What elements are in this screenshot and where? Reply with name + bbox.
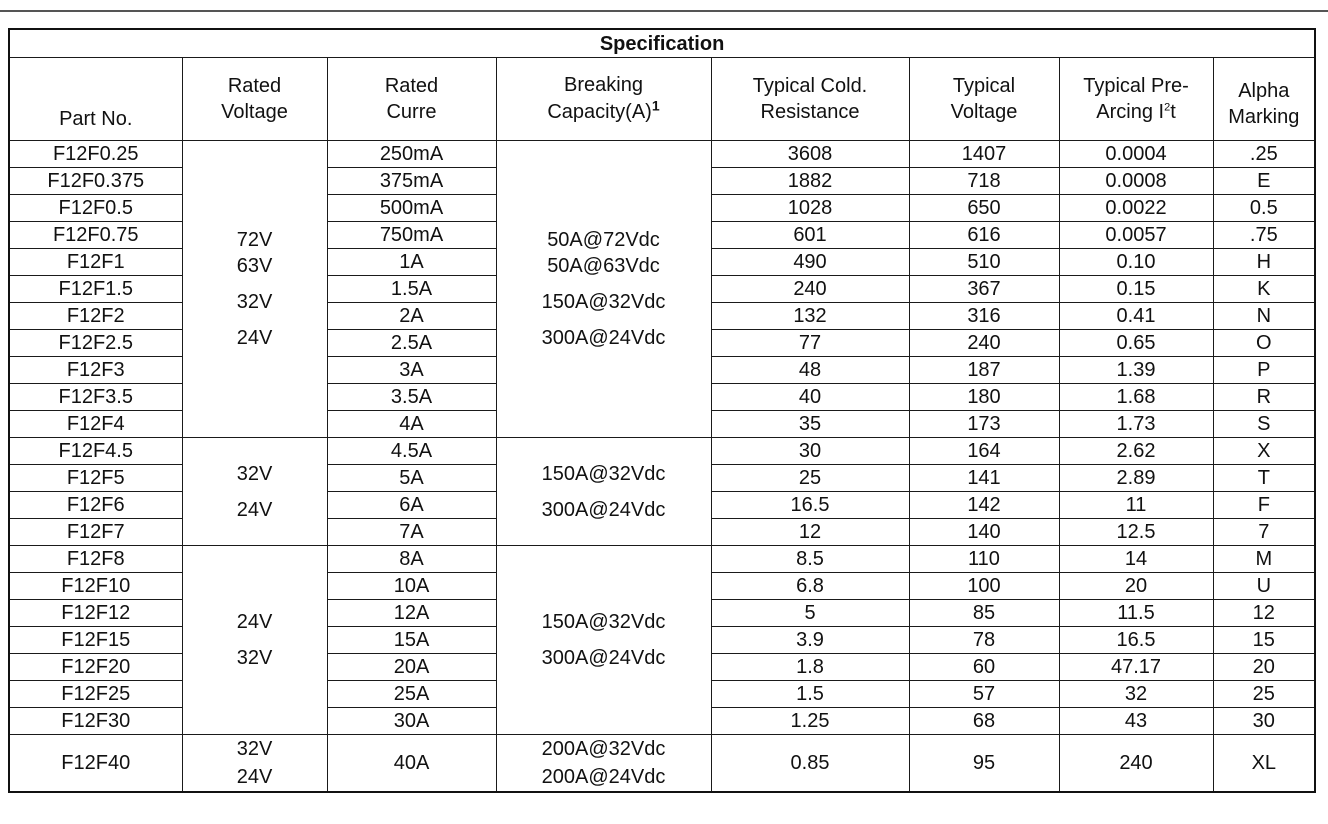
- cell-marking: M: [1213, 546, 1315, 573]
- cell-i2t: 0.0008: [1059, 168, 1213, 195]
- group-rated_voltage-line: 24V: [236, 327, 273, 349]
- table-row: [9, 438, 1315, 465]
- cell-resistance: 77: [711, 330, 909, 357]
- cell-i2t: 0.0057: [1059, 222, 1213, 249]
- cell-current: 375mA: [327, 168, 496, 195]
- cell-voltage: 60: [909, 654, 1059, 681]
- footnote-marker: 1: [651, 97, 660, 114]
- cell-part: F12F0.25: [9, 141, 182, 168]
- header-cold-resistance-l1: Typical Cold.: [752, 75, 868, 97]
- group-rated_voltage-line: 32V: [236, 647, 273, 669]
- cell-part: F12F0.75: [9, 222, 182, 249]
- group-breaking_capacity-line: 300A@24Vdc: [541, 327, 666, 349]
- cell-resistance: 1.25: [711, 708, 909, 735]
- cell-resistance: 601: [711, 222, 909, 249]
- header-typical-voltage: [909, 58, 1059, 141]
- cell-part: F12F0.5: [9, 195, 182, 222]
- cell-current: 500mA: [327, 195, 496, 222]
- cell-i2t: 14: [1059, 546, 1213, 573]
- cell-voltage: 367: [909, 276, 1059, 303]
- cell-current: 3.5A: [327, 384, 496, 411]
- cell-part: F12F40: [9, 735, 182, 793]
- table-body: [9, 141, 1315, 793]
- cell-i2t: 20: [1059, 573, 1213, 600]
- cell-current: 10A: [327, 573, 496, 600]
- group-breaking_capacity-line: 200A@32Vdc: [541, 738, 666, 760]
- table-title: Specification: [9, 29, 1315, 58]
- cell-i2t: 43: [1059, 708, 1213, 735]
- cell-voltage: 316: [909, 303, 1059, 330]
- group-rated_voltage-line: 32V: [236, 291, 273, 313]
- cell-voltage: 142: [909, 492, 1059, 519]
- cell-resistance: 3.9: [711, 627, 909, 654]
- header-rated-current: [327, 58, 496, 141]
- cell-part: F12F6: [9, 492, 182, 519]
- cell-marking: X: [1213, 438, 1315, 465]
- header-part-no-text: Part No.: [59, 108, 133, 130]
- header-i2t-l2b: t: [1170, 101, 1176, 123]
- cell-resistance: 1.5: [711, 681, 909, 708]
- group-rated_voltage-line: 24V: [236, 498, 273, 521]
- specification-table: [8, 28, 1316, 793]
- header-breaking-capacity-l1: Breaking: [564, 74, 643, 96]
- cell-part: F12F12: [9, 600, 182, 627]
- table-row: [9, 546, 1315, 573]
- group-rated_voltage-line: 72V: [236, 229, 273, 251]
- cell-part: F12F7: [9, 519, 182, 546]
- cell-marking: 0.5: [1213, 195, 1315, 222]
- cell-current: 2A: [327, 303, 496, 330]
- cell-voltage: 140: [909, 519, 1059, 546]
- cell-part: F12F10: [9, 573, 182, 600]
- cell-resistance: 35: [711, 411, 909, 438]
- cell-part: F12F5: [9, 465, 182, 492]
- cell-part: F12F25: [9, 681, 182, 708]
- cell-i2t: 11: [1059, 492, 1213, 519]
- cell-voltage: 173: [909, 411, 1059, 438]
- cell-part: F12F1.5: [9, 276, 182, 303]
- cell-part: F12F4.5: [9, 438, 182, 465]
- cell-i2t: 0.15: [1059, 276, 1213, 303]
- header-rated-current-l1: Rated: [384, 75, 439, 97]
- cell-group-breaking_capacity: [496, 141, 711, 438]
- cell-i2t: 1.73: [1059, 411, 1213, 438]
- cell-i2t: 1.39: [1059, 357, 1213, 384]
- cell-i2t: 240: [1059, 735, 1213, 793]
- cell-part: F12F4: [9, 411, 182, 438]
- cell-voltage: 616: [909, 222, 1059, 249]
- cell-resistance: 240: [711, 276, 909, 303]
- header-rated-voltage-l1: Rated: [227, 75, 282, 97]
- cell-marking: 15: [1213, 627, 1315, 654]
- cell-current: 6A: [327, 492, 496, 519]
- group-breaking_capacity-line: 150A@32Vdc: [541, 611, 666, 633]
- cell-resistance: 12: [711, 519, 909, 546]
- cell-group-breaking_capacity: [496, 546, 711, 735]
- cell-voltage: 95: [909, 735, 1059, 793]
- cell-current: 750mA: [327, 222, 496, 249]
- cell-voltage: 68: [909, 708, 1059, 735]
- cell-group-rated_voltage: [182, 141, 327, 438]
- cell-resistance: 1882: [711, 168, 909, 195]
- group-rated_voltage-line: 63V: [236, 255, 273, 277]
- header-alpha-marking-l1: Alpha: [1238, 80, 1290, 102]
- cell-marking: 20: [1213, 654, 1315, 681]
- cell-marking: H: [1213, 249, 1315, 276]
- group-rated_voltage-line: 32V: [236, 462, 273, 485]
- cell-i2t: 0.65: [1059, 330, 1213, 357]
- cell-resistance: 30: [711, 438, 909, 465]
- cell-marking: T: [1213, 465, 1315, 492]
- cell-voltage: 187: [909, 357, 1059, 384]
- cell-voltage: 78: [909, 627, 1059, 654]
- header-part-no: [9, 58, 182, 141]
- cell-group-breaking_capacity: [496, 735, 711, 793]
- header-breaking-capacity: [496, 58, 711, 141]
- header-typical-voltage-l1: Typical: [952, 75, 1016, 97]
- cell-voltage: 141: [909, 465, 1059, 492]
- group-breaking_capacity-line: 300A@24Vdc: [541, 498, 666, 521]
- group-breaking_capacity-line: 200A@24Vdc: [541, 766, 666, 788]
- header-cold-resistance-l2: Resistance: [760, 101, 860, 123]
- cell-part: F12F30: [9, 708, 182, 735]
- cell-marking: XL: [1213, 735, 1315, 793]
- cell-resistance: 25: [711, 465, 909, 492]
- cell-current: 30A: [327, 708, 496, 735]
- cell-resistance: 16.5: [711, 492, 909, 519]
- cell-resistance: 5: [711, 600, 909, 627]
- cell-voltage: 110: [909, 546, 1059, 573]
- cell-group-rated_voltage: [182, 546, 327, 735]
- cell-current: 20A: [327, 654, 496, 681]
- cell-voltage: 650: [909, 195, 1059, 222]
- cell-part: F12F20: [9, 654, 182, 681]
- cell-i2t: 2.89: [1059, 465, 1213, 492]
- cell-resistance: 3608: [711, 141, 909, 168]
- group-breaking_capacity-line: 150A@32Vdc: [541, 291, 666, 313]
- cell-resistance: 1.8: [711, 654, 909, 681]
- cell-part: F12F3: [9, 357, 182, 384]
- header-breaking-capacity-l2: Capacity(A): [547, 101, 652, 123]
- group-breaking_capacity-line: 50A@72Vdc: [547, 229, 660, 251]
- group-rated_voltage-line: 32V: [236, 738, 273, 760]
- cell-part: F12F3.5: [9, 384, 182, 411]
- cell-i2t: 12.5: [1059, 519, 1213, 546]
- cell-marking: .75: [1213, 222, 1315, 249]
- header-i2t-l1: Typical Pre-: [1083, 75, 1189, 97]
- cell-resistance: 40: [711, 384, 909, 411]
- header-alpha-marking-l2: Marking: [1228, 106, 1300, 128]
- cell-i2t: 47.17: [1059, 654, 1213, 681]
- cell-marking: P: [1213, 357, 1315, 384]
- cell-resistance: 490: [711, 249, 909, 276]
- cell-resistance: 8.5: [711, 546, 909, 573]
- cell-i2t: 2.62: [1059, 438, 1213, 465]
- cell-part: F12F15: [9, 627, 182, 654]
- cell-i2t: 1.68: [1059, 384, 1213, 411]
- cell-marking: 30: [1213, 708, 1315, 735]
- cell-part: F12F2: [9, 303, 182, 330]
- cell-voltage: 240: [909, 330, 1059, 357]
- header-rated-voltage: [182, 58, 327, 141]
- table-row: [9, 735, 1315, 793]
- cell-i2t: 0.0022: [1059, 195, 1213, 222]
- cell-current: 250mA: [327, 141, 496, 168]
- cell-current: 25A: [327, 681, 496, 708]
- group-breaking_capacity-line: 150A@32Vdc: [541, 462, 666, 485]
- cell-group-rated_voltage: [182, 438, 327, 546]
- cell-resistance: 1028: [711, 195, 909, 222]
- cell-i2t: 32: [1059, 681, 1213, 708]
- table-row: [9, 141, 1315, 168]
- cell-marking: 12: [1213, 600, 1315, 627]
- top-rule: [0, 10, 1328, 12]
- group-rated_voltage-line: 24V: [236, 766, 273, 788]
- header-cold-resistance: [711, 58, 909, 141]
- cell-voltage: 1407: [909, 141, 1059, 168]
- cell-current: 4.5A: [327, 438, 496, 465]
- cell-marking: 25: [1213, 681, 1315, 708]
- cell-marking: .25: [1213, 141, 1315, 168]
- cell-part: F12F1: [9, 249, 182, 276]
- cell-group-rated_voltage: [182, 735, 327, 793]
- header-rated-voltage-l2: Voltage: [221, 101, 288, 123]
- cell-current: 40A: [327, 735, 496, 793]
- cell-current: 3A: [327, 357, 496, 384]
- cell-marking: O: [1213, 330, 1315, 357]
- group-breaking_capacity-line: 50A@63Vdc: [547, 255, 660, 277]
- header-rated-current-l2: Curre: [386, 101, 437, 123]
- cell-marking: 7: [1213, 519, 1315, 546]
- cell-voltage: 164: [909, 438, 1059, 465]
- cell-part: F12F0.375: [9, 168, 182, 195]
- cell-voltage: 180: [909, 384, 1059, 411]
- cell-voltage: 510: [909, 249, 1059, 276]
- cell-part: F12F2.5: [9, 330, 182, 357]
- cell-voltage: 718: [909, 168, 1059, 195]
- cell-current: 8A: [327, 546, 496, 573]
- cell-marking: U: [1213, 573, 1315, 600]
- cell-marking: R: [1213, 384, 1315, 411]
- header-i2t-sup: 2: [1164, 101, 1171, 114]
- cell-current: 2.5A: [327, 330, 496, 357]
- cell-resistance: 48: [711, 357, 909, 384]
- group-breaking_capacity-line: 300A@24Vdc: [541, 647, 666, 669]
- header-i2t-l2a: Arcing I: [1096, 101, 1165, 123]
- header-alpha-marking: [1213, 58, 1315, 141]
- cell-marking: F: [1213, 492, 1315, 519]
- cell-i2t: 11.5: [1059, 600, 1213, 627]
- cell-group-breaking_capacity: [496, 438, 711, 546]
- cell-voltage: 100: [909, 573, 1059, 600]
- cell-i2t: 0.41: [1059, 303, 1213, 330]
- cell-voltage: 85: [909, 600, 1059, 627]
- cell-resistance: 132: [711, 303, 909, 330]
- cell-marking: E: [1213, 168, 1315, 195]
- cell-current: 12A: [327, 600, 496, 627]
- cell-current: 5A: [327, 465, 496, 492]
- cell-marking: K: [1213, 276, 1315, 303]
- cell-current: 4A: [327, 411, 496, 438]
- cell-marking: N: [1213, 303, 1315, 330]
- cell-current: 1.5A: [327, 276, 496, 303]
- cell-part: F12F8: [9, 546, 182, 573]
- cell-current: 7A: [327, 519, 496, 546]
- group-rated_voltage-line: 24V: [236, 611, 273, 633]
- cell-voltage: 57: [909, 681, 1059, 708]
- header-i2t: [1059, 58, 1213, 141]
- cell-current: 15A: [327, 627, 496, 654]
- header-typical-voltage-l2: Voltage: [950, 101, 1018, 123]
- cell-current: 1A: [327, 249, 496, 276]
- cell-resistance: 0.85: [711, 735, 909, 793]
- cell-resistance: 6.8: [711, 573, 909, 600]
- cell-i2t: 16.5: [1059, 627, 1213, 654]
- cell-i2t: 0.0004: [1059, 141, 1213, 168]
- cell-i2t: 0.10: [1059, 249, 1213, 276]
- cell-marking: S: [1213, 411, 1315, 438]
